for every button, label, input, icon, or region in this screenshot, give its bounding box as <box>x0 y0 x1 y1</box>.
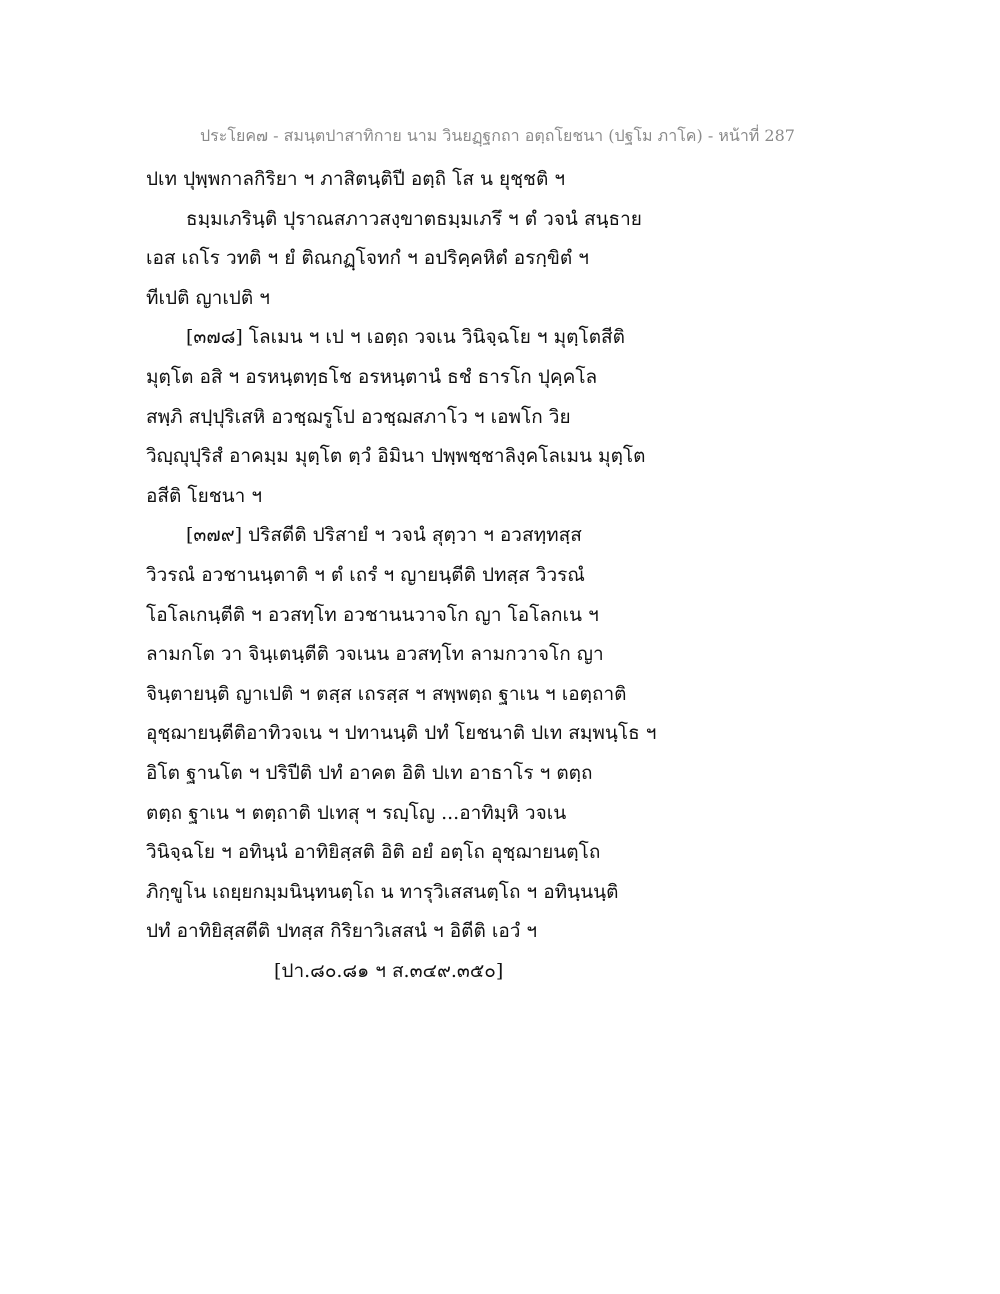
text-line: วิวรณํ อวชานนฺตาติ ฯ ตํ เถรํ ฯ ญายนฺตีติ ปทสฺส วิวรณํ <box>146 563 585 586</box>
text-line: สพฺภิ สปฺปุริเสหิ อวชฺฌรูโป อวชฺฌสภาโว ฯ เอพโก วิย <box>146 405 571 428</box>
text-line: [๓๗๙] ปริสตีติ ปริสายํ ฯ วจนํ สุตฺวา ฯ อวสทฺทสฺส <box>186 524 582 547</box>
text-line: โอโลเกนฺตีติ ฯ อวสทฺโท อวชานนวาจโก ญา โอโลกเน ฯ <box>146 603 599 626</box>
text-line: อิโต ฐานโต ฯ ปริปีติ ปทํ อาคต อิติ ปเท อาธาโร ฯ ตตฺถ <box>146 761 593 784</box>
text-line: มุตฺโต อสิ ฯ อรหนฺตทฺธโช อรหนฺตานํ ธชํ ธารโก ปุคฺคโล <box>146 365 598 388</box>
text-line: วินิจฺฉโย ฯ อทินฺนํ อาทิยิสฺสติ อิติ อยํ อตฺโถ อุชฺฌายนตฺโถ <box>146 841 601 864</box>
text-line: ลามกโต วา จินฺเตนฺตีติ วจเนน อวสทฺโท ลามกวาจโก ญา <box>146 643 604 666</box>
text-line: [๓๗๘] โลเมน ฯ เป ฯ เอตฺถ วจเน วินิจฺฉโย ฯ มุตฺโตสีติ <box>186 326 625 349</box>
text-line: ทีเปติ ญาเปติ ฯ <box>146 286 270 309</box>
text-line: ตตฺถ ฐาเน ฯ ตตฺถาติ ปเทสุ ฯ รญฺโญ ...อาทิมฺหิ วจเน <box>146 801 567 824</box>
text-line: ธมฺมเภรินฺติ ปุราณสภาวสงฺขาตธมฺมเภรึ ฯ ตํ วจนํ สนฺธาย <box>186 207 642 230</box>
text-line: เอส เถโร วทติ ฯ ยํ ติณกฏฺโจทกํ ฯ อปริคฺคหิตํ อรกฺขิตํ ฯ <box>146 247 589 270</box>
running-header: ประโยค๗ - สมนฺตปาสาทิกาย นาม วินยฏฺฐกถา อตฺถโยชนา (ปฐโม ภาโค) - หน้าที่ 287 <box>200 126 795 145</box>
text-line: ปทํ อาทิยิสฺสตีติ ปทสฺส กิริยาวิเสสนํ ฯ อิตีติ เอวํ ฯ <box>146 920 538 943</box>
reference-citation: [ปา.๘๐.๘๑ ฯ ส.๓๔๙.๓๕๐] <box>274 959 504 982</box>
text-line: อุชฺฌายนฺตีติอาทิวจเน ฯ ปทานนฺติ ปทํ โยชนาติ ปเท สมฺพนฺโธ ฯ <box>146 722 657 745</box>
text-line: ภิกฺขูโน เถยฺยกมฺมนินฺทนตฺโถ น ทารุวิเสสนตฺโถ ฯ อทินฺนนฺติ <box>146 880 619 903</box>
body-text <box>146 160 786 991</box>
text-line: ปเท ปุพฺพกาลกิริยา ฯ ภาสิตนฺติปี อตฺถิ โส น ยุชฺชติ ฯ <box>146 168 565 190</box>
text-line: จินฺตายนฺติ ญาเปติ ฯ ตสฺส เถรสฺส ฯ สพฺพตฺถ ฐาเน ฯ เอตฺถาติ <box>146 682 627 705</box>
text-line: วิญฺญุปุริสํ อาคมฺม มุตฺโต ตฺวํ อิมินา ปพฺพชฺชาลิงฺคโลเมน มุตฺโต <box>146 445 646 468</box>
text-line: อสีติ โยชนา ฯ <box>146 484 262 507</box>
